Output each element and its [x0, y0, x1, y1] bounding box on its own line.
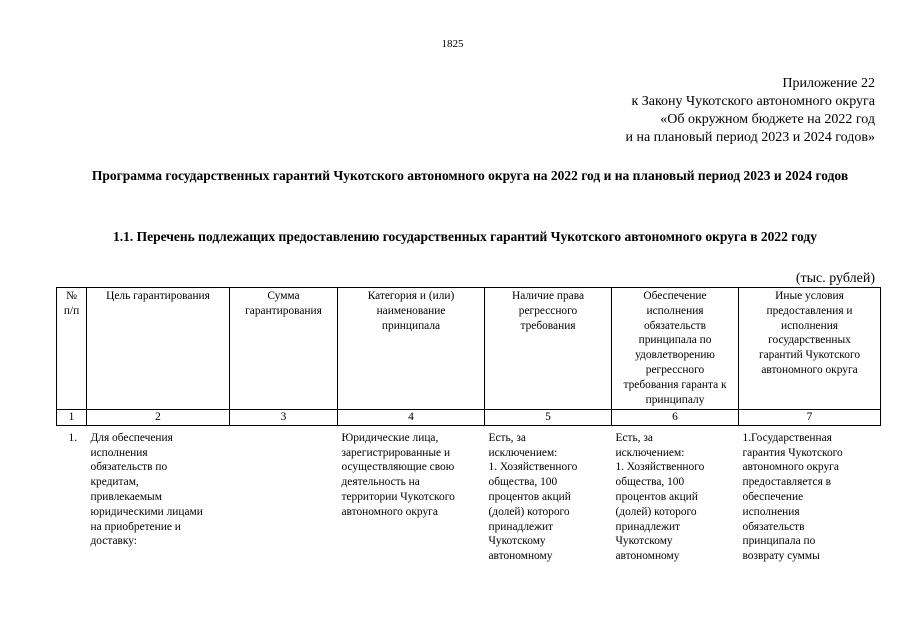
text-line: принципала по [638, 334, 712, 347]
text-line: 1. Хозяйственного [615, 461, 705, 474]
text-line: 1. Хозяйственного [488, 461, 578, 474]
column-number: 4 [338, 410, 485, 426]
text-line: регрессного [645, 363, 705, 376]
column-number: 7 [739, 410, 881, 426]
text-line: принадлежит [615, 520, 681, 533]
text-line: обеспечение [742, 490, 804, 503]
text-line: Цель гарантирования [106, 290, 210, 302]
cell-principal [338, 431, 485, 564]
text-line: Чукотскому [615, 535, 673, 548]
header-cell [57, 288, 87, 410]
appendix-line: к Закону Чукотского автономного округа [631, 94, 875, 109]
cell-security [612, 431, 739, 564]
column-number: 5 [485, 410, 612, 426]
text-line: Наличие права [511, 290, 585, 302]
cell-goal [87, 431, 230, 564]
text-line: исключением: [615, 446, 685, 459]
text-line: Для обеспечения [90, 431, 173, 444]
table-row [57, 431, 881, 564]
text-line: общества, 100 [615, 476, 685, 489]
text-line: принадлежит [488, 520, 554, 533]
header-cell [338, 288, 485, 410]
cell-other-conditions [739, 431, 881, 564]
text-line: общества, 100 [488, 476, 558, 489]
column-number-row [57, 410, 881, 426]
guarantees-table [56, 287, 881, 564]
text-line: территории Чукотского [341, 490, 455, 503]
text-line: Иные условия [775, 290, 844, 302]
text-line: исключением: [488, 446, 558, 459]
appendix-line: Приложение 22 [782, 76, 875, 91]
text-line: наименование [376, 304, 446, 317]
text-line: принципала [381, 319, 441, 332]
text-line: удовлетворению [635, 349, 715, 362]
row-number: 1. [68, 431, 78, 444]
text-line: на приобретение и [90, 520, 181, 533]
table-header-row [57, 288, 881, 410]
text-line: Есть, за [615, 431, 653, 444]
text-line: Обеспечение [643, 290, 707, 302]
text-line: предоставления и [766, 304, 853, 317]
section-title: 1.1. Перечень подлежащих предоставлению государственных гарантий Чукотского автономного округа в 2022 году [113, 229, 817, 244]
text-line: осуществляющие свою [341, 461, 455, 474]
document-title: Программа государственных гарантий Чукотского автономного округа на 2022 год и на плановый период 2023 и 2024 годов [91, 168, 849, 183]
text-line: исполнения [90, 446, 148, 459]
text-line: принципала по [742, 535, 816, 548]
text-line: Чукотскому [488, 535, 546, 548]
text-line: кредитам, [90, 476, 139, 489]
text-line: деятельность на [341, 476, 420, 489]
header-cell [87, 288, 230, 410]
text-line: (долей) которого [488, 505, 570, 518]
appendix-line: и на плановый период 2023 и 2024 годов» [625, 130, 875, 145]
text-line: обязательств [742, 520, 805, 533]
text-line: привлекаемым [90, 490, 162, 503]
text-line: автономного округа [761, 363, 858, 376]
text-line: требования [520, 319, 576, 332]
text-line: Юридические лица, [341, 431, 439, 444]
text-line: автономного округа [742, 461, 839, 474]
page-number: 1825 [441, 38, 464, 50]
cell-regress [485, 431, 612, 564]
text-line: зарегистрированные и [341, 446, 451, 459]
header-cell [612, 288, 739, 410]
column-number: 2 [87, 410, 230, 426]
text-line: гарантий Чукотского [758, 349, 861, 362]
unit-label: (тыс. рублей) [795, 271, 875, 286]
text-line: гарантия Чукотского [742, 446, 843, 459]
text-line: гарантирования [245, 304, 322, 317]
text-line: требования гаранта к [623, 378, 727, 391]
text-line: Сумма [267, 290, 300, 302]
column-number: 1 [57, 410, 87, 426]
text-line: процентов акций [488, 490, 571, 503]
text-line: № [66, 290, 77, 302]
column-number: 3 [230, 410, 338, 426]
text-line: принципалу [645, 393, 705, 406]
text-line: доставку: [90, 535, 137, 548]
text-line: исполнения [742, 505, 800, 518]
text-line: автономному [488, 550, 553, 563]
text-line: регрессного [518, 304, 578, 317]
text-line: исполнения [646, 304, 704, 317]
text-line: исполнения [780, 319, 839, 332]
text-line: обязательств [643, 319, 707, 332]
text-line: (долей) которого [615, 505, 697, 518]
text-line: п/п [63, 304, 80, 317]
text-line: возврату суммы [742, 550, 820, 563]
header-cell [230, 288, 338, 410]
header-cell [739, 288, 881, 410]
text-line: Есть, за [488, 431, 526, 444]
text-line: предоставляется в [742, 476, 832, 489]
text-line: процентов акций [615, 490, 698, 503]
text-line: государственных [768, 334, 851, 347]
cell-amount [230, 431, 338, 564]
text-line: Категория и (или) [367, 290, 455, 302]
appendix-header [535, 75, 875, 147]
text-line: автономного округа [341, 505, 438, 518]
column-number: 6 [612, 410, 739, 426]
text-line: 1.Государственная [742, 431, 832, 444]
text-line: юридическими лицами [90, 505, 203, 518]
header-cell [485, 288, 612, 410]
text-line: обязательств по [90, 461, 168, 474]
text-line: автономному [615, 550, 680, 563]
appendix-line: «Об окружном бюджете на 2022 год [660, 112, 875, 127]
